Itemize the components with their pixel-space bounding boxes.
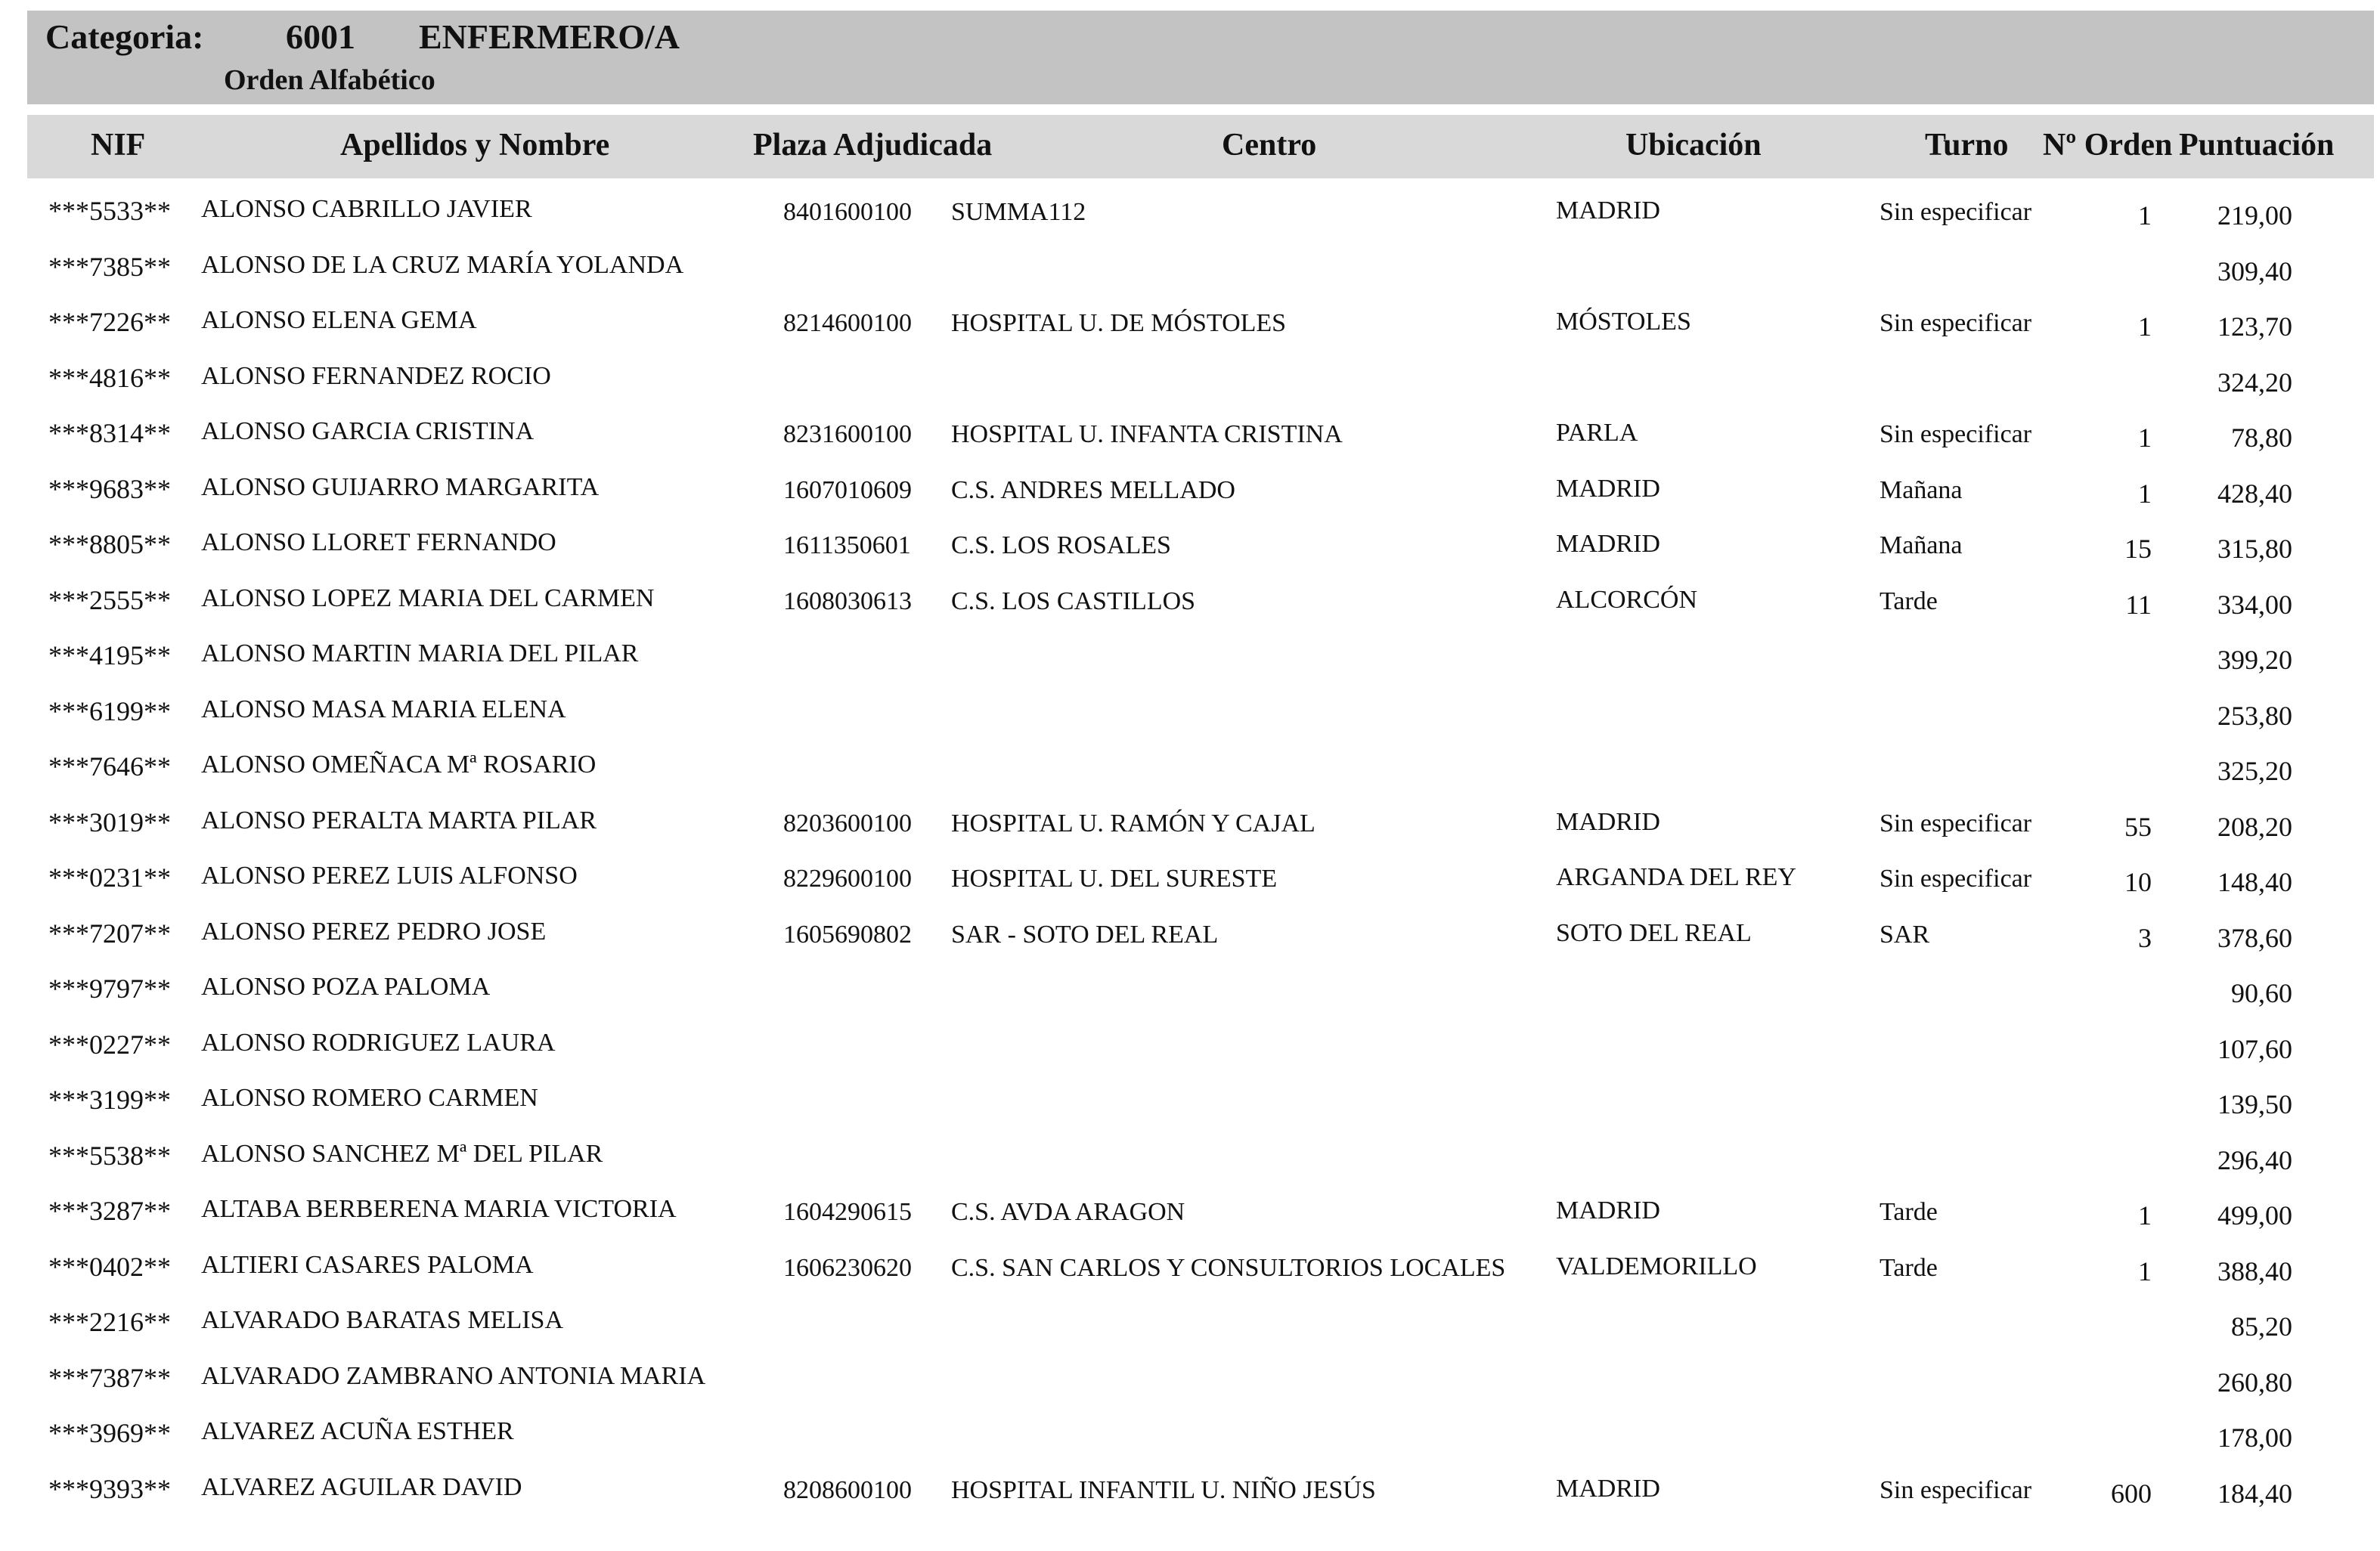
turno-cell: Sin especificar — [1880, 420, 2032, 448]
puntuacion-cell: 499,00 — [2217, 1200, 2292, 1231]
orden-cell: 1 — [2138, 1200, 2152, 1231]
plaza-cell: 1604290615 — [783, 1198, 912, 1226]
plaza-cell: 1606230620 — [783, 1253, 912, 1282]
orden-cell: 15 — [2124, 534, 2152, 564]
name-cell: ALONSO FERNANDEZ ROCIO — [201, 361, 551, 390]
category-code: 6001 — [286, 17, 355, 56]
sort-order-label: Orden Alfabético — [224, 64, 435, 96]
table-row — [0, 358, 2380, 413]
nif-cell: ***0227** — [48, 1029, 171, 1060]
column-header-turno: Turno — [1925, 128, 2009, 163]
centro-cell: HOSPITAL U. INFANTA CRISTINA — [951, 420, 1343, 448]
ubicacion-cell: MADRID — [1556, 1197, 1660, 1224]
centro-cell: HOSPITAL U. DEL SURESTE — [951, 865, 1278, 893]
name-cell: ALVARADO ZAMBRANO ANTONIA MARIA — [201, 1361, 706, 1390]
plaza-cell: 8203600100 — [783, 809, 912, 837]
name-cell: ALONSO CABRILLO JAVIER — [201, 195, 532, 223]
ubicacion-cell: MADRID — [1556, 474, 1660, 503]
nif-cell: ***3287** — [48, 1196, 171, 1226]
puntuacion-cell: 78,80 — [2231, 423, 2292, 453]
ubicacion-cell: ALCORCÓN — [1556, 585, 1698, 614]
puntuacion-cell: 388,40 — [2217, 1255, 2292, 1286]
nif-cell: ***0231** — [48, 862, 171, 893]
table-row — [0, 1358, 2380, 1413]
ubicacion-cell: MADRID — [1556, 1474, 1660, 1503]
puntuacion-cell: 219,00 — [2217, 200, 2292, 231]
puntuacion-cell: 123,70 — [2217, 311, 2292, 342]
puntuacion-cell: 399,20 — [2217, 645, 2292, 675]
name-cell: ALONSO ELENA GEMA — [201, 306, 477, 334]
puntuacion-cell: 324,20 — [2217, 367, 2292, 398]
column-header-centro: Centro — [1222, 128, 1317, 163]
name-cell: ALONSO ROMERO CARMEN — [201, 1084, 538, 1112]
table-row — [0, 1079, 2380, 1135]
centro-cell: C.S. AVDA ARAGON — [951, 1198, 1185, 1226]
nif-cell: ***9797** — [48, 974, 171, 1004]
puntuacion-cell: 315,80 — [2217, 534, 2292, 564]
table-row — [0, 857, 2380, 913]
puntuacion-cell: 208,20 — [2217, 811, 2292, 842]
centro-cell: SAR - SOTO DEL REAL — [951, 920, 1219, 949]
name-cell: ALONSO OMEÑACA Mª ROSARIO — [201, 751, 597, 779]
plaza-cell: 1607010609 — [783, 475, 912, 504]
table-row — [0, 1302, 2380, 1358]
nif-cell: ***5533** — [48, 196, 171, 226]
table-row — [0, 691, 2380, 747]
name-cell: ALONSO DE LA CRUZ MARÍA YOLANDA — [201, 250, 684, 279]
table-row — [0, 580, 2380, 636]
orden-cell: 1 — [2138, 423, 2152, 453]
name-cell: ALONSO GARCIA CRISTINA — [201, 417, 535, 445]
category-header — [27, 11, 2374, 104]
puntuacion-cell: 148,40 — [2217, 867, 2292, 897]
nif-cell: ***8314** — [48, 418, 171, 448]
nif-cell: ***2555** — [48, 584, 171, 615]
plaza-cell: 1605690802 — [783, 920, 912, 949]
puntuacion-cell: 184,40 — [2217, 1478, 2292, 1509]
table-row — [0, 635, 2380, 691]
orden-cell: 1 — [2138, 478, 2152, 509]
nif-cell: ***7387** — [48, 1362, 171, 1393]
turno-cell: Sin especificar — [1880, 309, 2032, 337]
puntuacion-cell: 325,20 — [2217, 756, 2292, 786]
orden-cell: 3 — [2138, 922, 2152, 953]
nif-cell: ***7226** — [48, 307, 171, 337]
turno-cell: Mañana — [1880, 475, 1963, 504]
table-header — [27, 115, 2374, 178]
puntuacion-cell: 253,80 — [2217, 700, 2292, 731]
puntuacion-cell: 107,60 — [2217, 1033, 2292, 1064]
name-cell: ALTIERI CASARES PALOMA — [201, 1250, 534, 1279]
name-cell: ALVAREZ AGUILAR DAVID — [201, 1472, 522, 1501]
name-cell: ALVARADO BARATAS MELISA — [201, 1306, 564, 1334]
puntuacion-cell: 178,00 — [2217, 1423, 2292, 1453]
turno-cell: Tarde — [1880, 1253, 1938, 1282]
plaza-cell: 8214600100 — [783, 309, 912, 337]
name-cell: ALONSO MASA MARIA ELENA — [201, 695, 566, 723]
centro-cell: C.S. LOS ROSALES — [951, 531, 1171, 559]
table-row — [0, 802, 2380, 858]
nif-cell: ***4195** — [48, 640, 171, 670]
table-row — [0, 246, 2380, 302]
centro-cell: HOSPITAL U. DE MÓSTOLES — [951, 309, 1287, 337]
column-header-nif: NIF — [91, 128, 146, 163]
plaza-cell: 1608030613 — [783, 587, 912, 615]
table-row — [0, 968, 2380, 1024]
name-cell: ALONSO POZA PALOMA — [201, 973, 491, 1001]
centro-cell: C.S. LOS CASTILLOS — [951, 587, 1196, 615]
orden-cell: 55 — [2124, 811, 2152, 842]
ubicacion-cell: MADRID — [1556, 807, 1660, 836]
centro-cell: SUMMA112 — [951, 198, 1086, 226]
nif-cell: ***9683** — [48, 473, 171, 504]
name-cell: ALONSO GUIJARRO MARGARITA — [201, 472, 600, 501]
puntuacion-cell: 296,40 — [2217, 1144, 2292, 1175]
orden-cell: 11 — [2125, 589, 2152, 620]
puntuacion-cell: 378,60 — [2217, 922, 2292, 953]
column-header-ubicacion: Ubicación — [1625, 128, 1762, 163]
turno-cell: SAR — [1880, 920, 1930, 949]
puntuacion-cell: 85,20 — [2231, 1311, 2292, 1342]
ubicacion-cell: VALDEMORILLO — [1556, 1252, 1757, 1280]
ubicacion-cell: ARGANDA DEL REY — [1556, 863, 1796, 891]
plaza-cell: 8231600100 — [783, 420, 912, 448]
table-row — [0, 190, 2380, 246]
puntuacion-cell: 90,60 — [2231, 978, 2292, 1008]
orden-cell: 10 — [2124, 867, 2152, 897]
plaza-cell: 8208600100 — [783, 1475, 912, 1504]
name-cell: ALONSO MARTIN MARIA DEL PILAR — [201, 639, 639, 667]
column-header-puntuacion: Puntuación — [2179, 128, 2335, 163]
orden-cell: 1 — [2138, 311, 2152, 342]
table-row — [0, 1190, 2380, 1246]
ubicacion-cell: MÓSTOLES — [1556, 308, 1691, 336]
table-row — [0, 524, 2380, 580]
puntuacion-cell: 260,80 — [2217, 1367, 2292, 1398]
turno-cell: Tarde — [1880, 1198, 1938, 1226]
ubicacion-cell: PARLA — [1556, 419, 1638, 447]
table-row — [0, 1246, 2380, 1302]
column-header-orden: Nº Orden — [2043, 128, 2173, 163]
puntuacion-cell: 309,40 — [2217, 255, 2292, 286]
results-table-body — [0, 190, 2380, 1524]
table-row — [0, 469, 2380, 525]
nif-cell: ***5538** — [48, 1140, 171, 1171]
centro-cell: HOSPITAL U. RAMÓN Y CAJAL — [951, 809, 1316, 837]
table-row — [0, 913, 2380, 969]
puntuacion-cell: 428,40 — [2217, 478, 2292, 509]
table-row — [0, 1469, 2380, 1525]
name-cell: ALONSO LLORET FERNANDO — [201, 528, 556, 556]
nif-cell: ***2216** — [48, 1307, 171, 1337]
nif-cell: ***7207** — [48, 918, 171, 949]
nif-cell: ***8805** — [48, 529, 171, 559]
turno-cell: Sin especificar — [1880, 809, 2032, 837]
column-header-plaza: Plaza Adjudicada — [753, 128, 993, 163]
category-label: Categoria: — [45, 17, 204, 56]
name-cell: ALTABA BERBERENA MARIA VICTORIA — [201, 1195, 677, 1223]
table-row — [0, 746, 2380, 802]
plaza-cell: 8229600100 — [783, 865, 912, 893]
name-cell: ALONSO PEREZ LUIS ALFONSO — [201, 862, 578, 890]
name-cell: ALONSO LOPEZ MARIA DEL CARMEN — [201, 584, 655, 612]
centro-cell: C.S. SAN CARLOS Y CONSULTORIOS LOCALES — [951, 1253, 1506, 1282]
table-row — [0, 413, 2380, 469]
ubicacion-cell: SOTO DEL REAL — [1556, 918, 1752, 947]
turno-cell: Mañana — [1880, 531, 1963, 559]
nif-cell: ***7646** — [48, 751, 171, 782]
orden-cell: 1 — [2138, 200, 2152, 231]
nif-cell: ***4816** — [48, 362, 171, 393]
ubicacion-cell: MADRID — [1556, 197, 1660, 224]
turno-cell: Tarde — [1880, 587, 1938, 615]
orden-cell: 1 — [2138, 1255, 2152, 1286]
name-cell: ALONSO SANCHEZ Mª DEL PILAR — [201, 1139, 603, 1168]
column-header-name: Apellidos y Nombre — [340, 128, 610, 163]
nif-cell: ***6199** — [48, 695, 171, 726]
nif-cell: ***3199** — [48, 1085, 171, 1115]
name-cell: ALVAREZ ACUÑA ESTHER — [201, 1417, 514, 1445]
turno-cell: Sin especificar — [1880, 1475, 2032, 1504]
centro-cell: C.S. ANDRES MELLADO — [951, 475, 1235, 504]
table-row — [0, 1024, 2380, 1080]
name-cell: ALONSO PERALTA MARTA PILAR — [201, 806, 597, 834]
puntuacion-cell: 139,50 — [2217, 1089, 2292, 1119]
nif-cell: ***9393** — [48, 1473, 171, 1504]
turno-cell: Sin especificar — [1880, 865, 2032, 893]
name-cell: ALONSO PEREZ PEDRO JOSE — [201, 917, 547, 946]
plaza-cell: 8401600100 — [783, 198, 912, 226]
ubicacion-cell: MADRID — [1556, 530, 1660, 558]
category-name: ENFERMERO/A — [419, 17, 680, 56]
turno-cell: Sin especificar — [1880, 198, 2032, 226]
table-row — [0, 1413, 2380, 1469]
puntuacion-cell: 334,00 — [2217, 589, 2292, 620]
plaza-cell: 1611350601 — [783, 531, 911, 559]
nif-cell: ***7385** — [48, 251, 171, 282]
nif-cell: ***3019** — [48, 806, 171, 837]
table-row — [0, 1135, 2380, 1191]
centro-cell: HOSPITAL INFANTIL U. NIÑO JESÚS — [951, 1475, 1376, 1504]
orden-cell: 600 — [2111, 1478, 2152, 1509]
nif-cell: ***3969** — [48, 1418, 171, 1448]
nif-cell: ***0402** — [48, 1251, 171, 1282]
name-cell: ALONSO RODRIGUEZ LAURA — [201, 1028, 556, 1057]
table-row — [0, 302, 2380, 358]
